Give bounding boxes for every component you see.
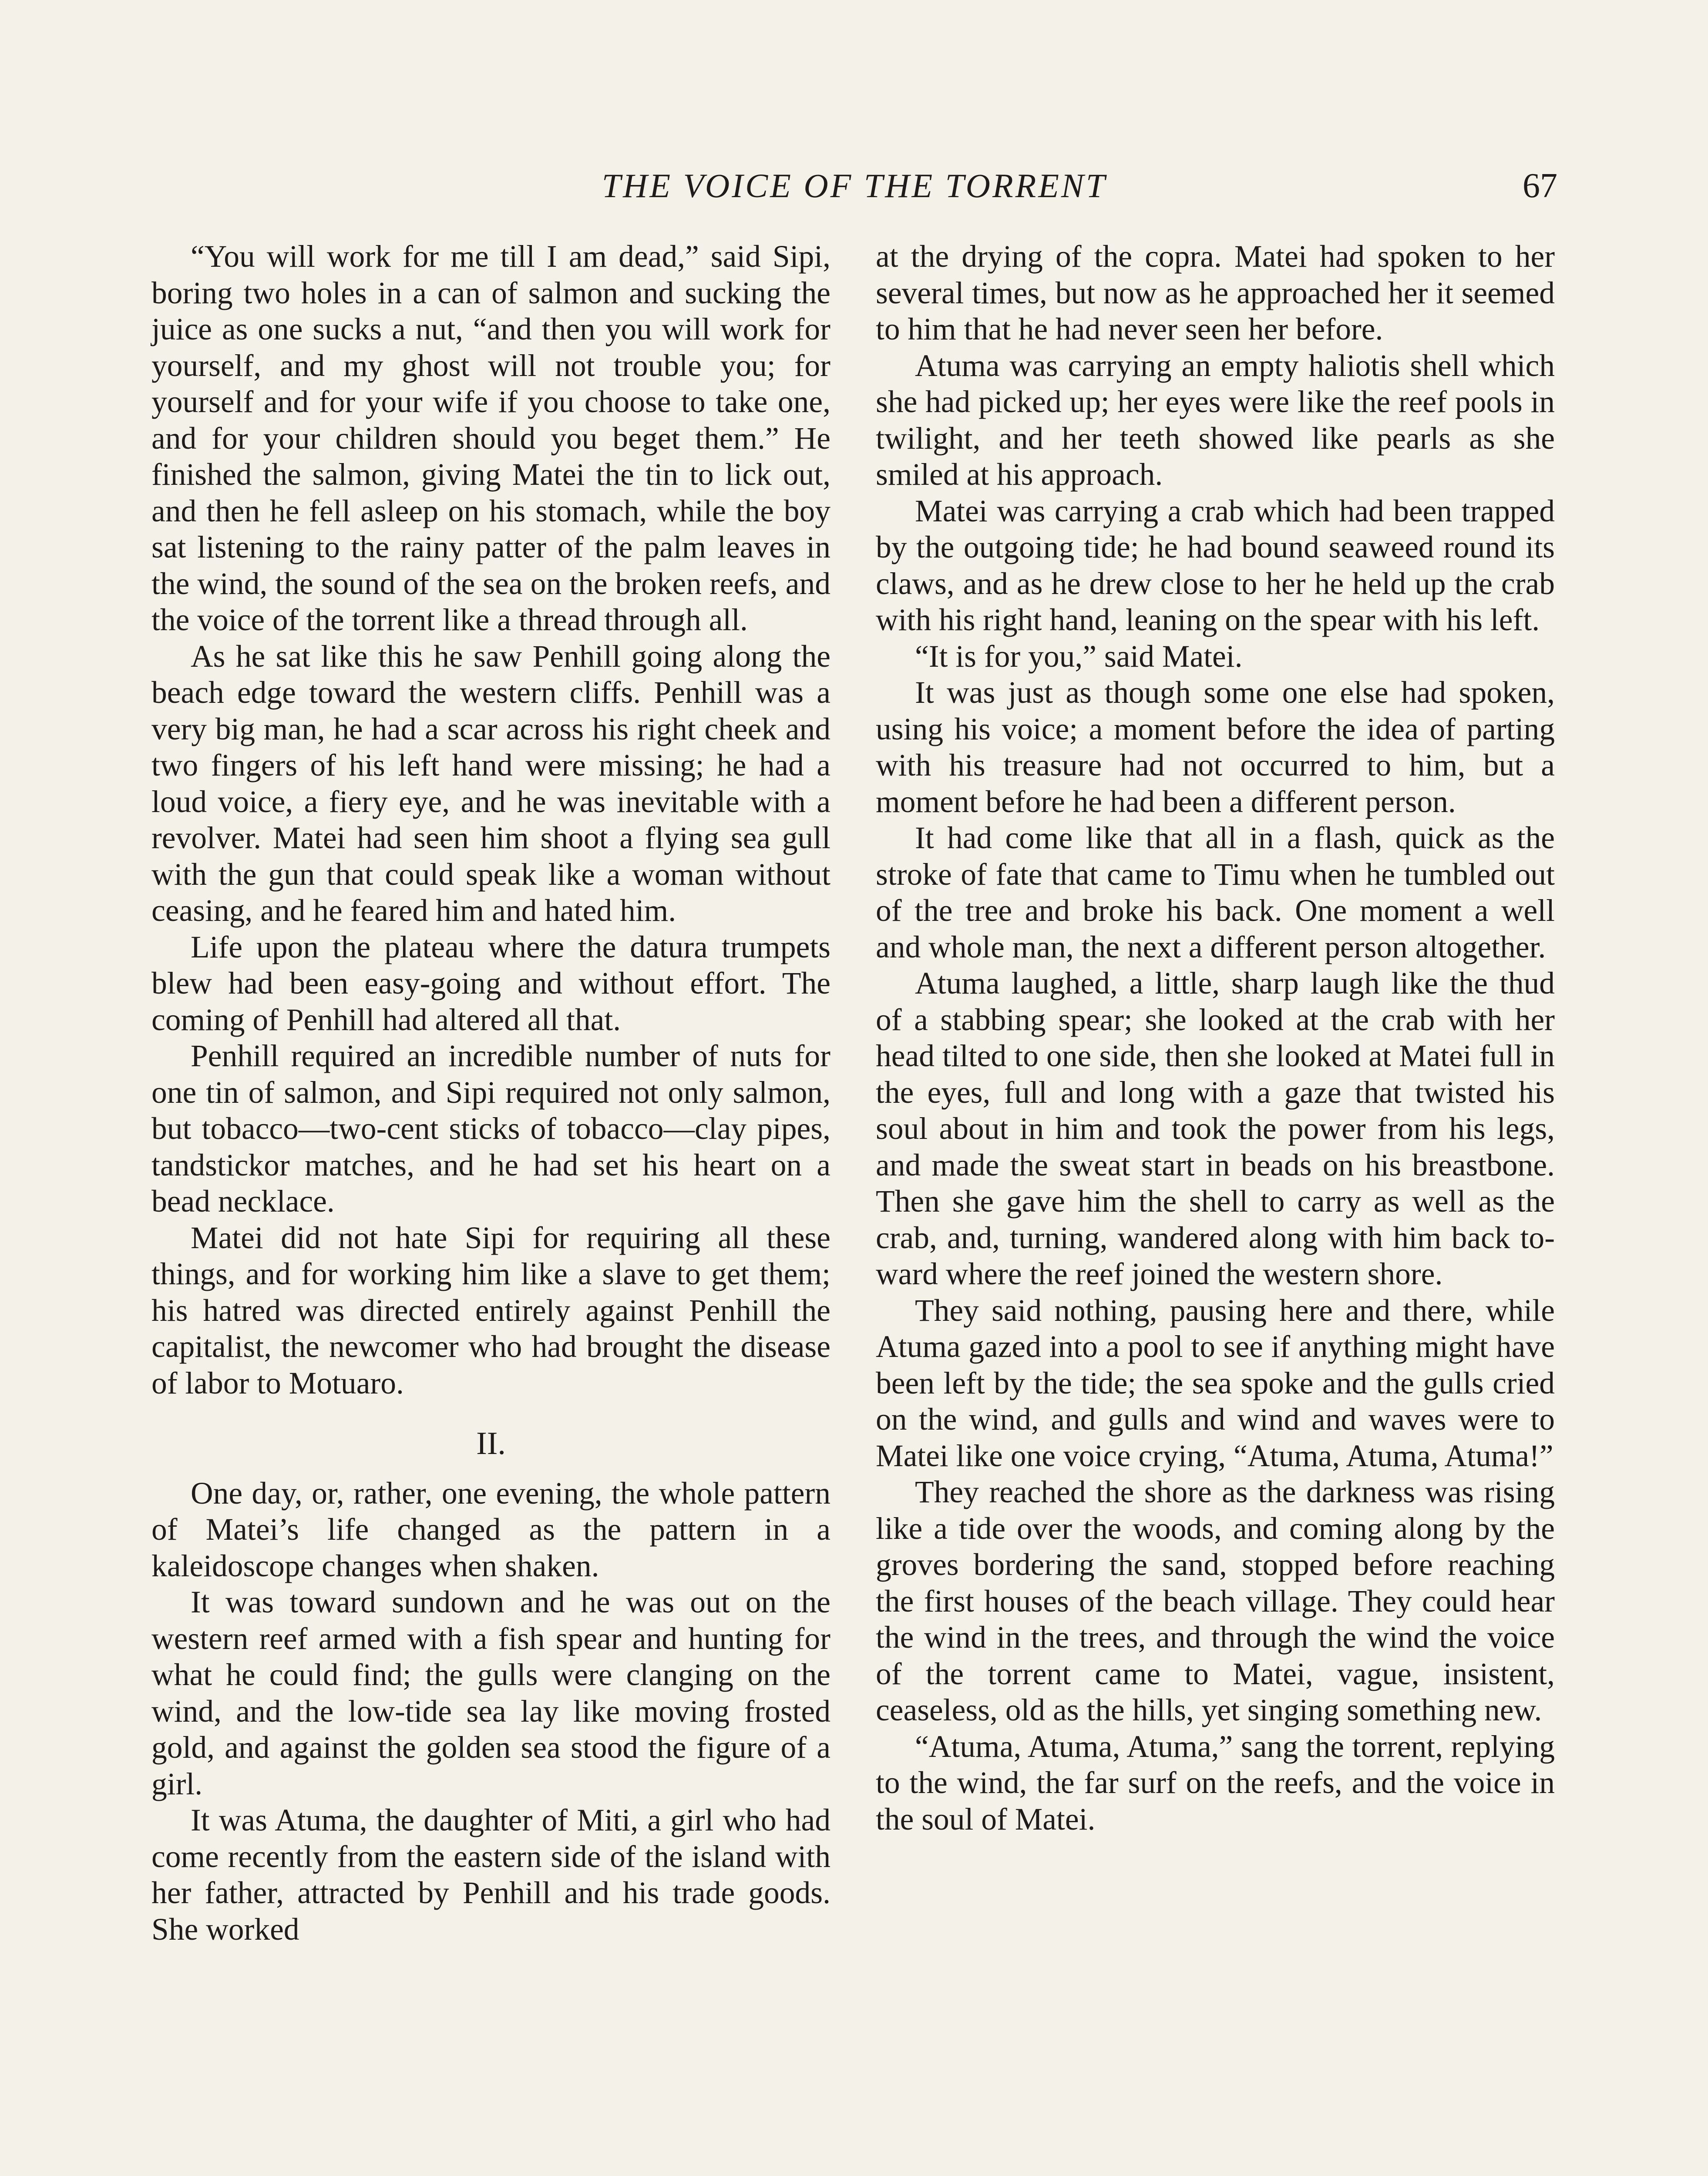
paragraph: It was toward sundown and he was out on the western reef armed with a fish spear and hunting for what he could find; the gulls were clanging on the wind, and the low-tide sea lay like moving frosted gold, and against the golden sea stood the figure of a girl. bbox=[151, 1585, 830, 1801]
right-column bbox=[876, 238, 1555, 2176]
paragraph: It had come like that all in a flash, quick as the stroke of fate that came to Timu when he tumbled out of the tree and broke his back. One moment a well and whole man, the next a different person altogether. bbox=[876, 821, 1555, 964]
paragraph: Atuma was carrying an empty haliotis shell which she had picked up; her eyes were like the reef pools in twilight, and her teeth showed like pearls as she smiled at his approach. bbox=[876, 348, 1555, 492]
paragraph: “You will work for me till I am dead,” said Sipi, boring two holes in a can of salmon and sucking the juice as one sucks a nut, “and then you will work for yourself, and my ghost will not trouble you; for yourself and for your wife if you choose to take one, and for your children should you beget them.” He finished the salmon, giving Matei the tin to lick out, and then he fell asleep on his stomach, while the boy sat listening to the rainy patter of the palm leaves in the wind, the sound of the sea on the broken reefs, and the voice of the torrent like a thread through all. bbox=[151, 239, 830, 637]
paragraph: As he sat like this he saw Penhill going along the beach edge toward the western cliffs. Penhill was a very big man, he had a scar across his right cheek and two fingers of his left hand were missing; he had a loud voice, a fiery eye, and he was inevitable with a revolver. Matei had seen him shoot a flying sea gull with the gun that could speak like a woman without ceasing, and he feared him and hated him. bbox=[151, 639, 830, 928]
paragraph: Atuma laughed, a little, sharp laugh like the thud of a stabbing spear; she looked at the crab with her head tilted to one side, then she looked at Matei full in the eyes, full and long with a gaze that twisted his soul about in him and took the power from his legs, and made the sweat start in beads on his breastbone. Then she gave him the shell to carry as well as the crab, and, turning, wandered along with him back toward where the reef joined the western shore. bbox=[876, 966, 1555, 1291]
paragraph: Matei did not hate Sipi for requiring all these things, and for working him like a slave to get them; his hatred was directed entirely against Penhill the capitalist, the newcomer who had brought the disease of labor to Motuaro. bbox=[151, 1220, 830, 1400]
page-header bbox=[151, 162, 1557, 210]
paragraph-continued: at the drying of the copra. Matei had spoken to her several times, but now as he approached her it seemed to him that he had never seen her before. bbox=[876, 239, 1555, 346]
running-title: THE VOICE OF THE TORRENT bbox=[602, 167, 1107, 205]
page-number: 67 bbox=[1523, 167, 1557, 205]
paragraph: Penhill required an incredible number of nuts for one tin of salmon, and Sipi required not only salmon, but tobacco—two-cent sticks of tobacco—clay pipes, tandstickor matches, and he had set his heart on a bead necklace. bbox=[151, 1039, 830, 1219]
paragraph: It was Atuma, the daughter of Miti, a girl who had come recently from the eastern side of the island with her father, attracted by Penhill and his trade goods. She worked bbox=[151, 1803, 830, 1947]
paragraph: They said nothing, pausing here and there, while Atuma gazed into a pool to see if anything might have been left by the tide; the sea spoke and the gulls cried on the wind, and gulls and wind and waves were to Matei like one voice crying, “Atuma, Atuma, Atuma!” bbox=[876, 1293, 1555, 1473]
paragraph: They reached the shore as the darkness was rising like a tide over the woods, and coming along by the groves bordering the sand, stopped before reaching the first houses of the beach village. They could hear the wind in the trees, and through the wind the voice of the torrent came to Matei, vague, insistent, ceaseless, old as the hills, yet singing something new. bbox=[876, 1475, 1555, 1727]
paragraph: It was just as though some one else had spoken, using his voice; a moment before the idea of parting with his treasure had not occurred to him, but a moment before he had been a different person. bbox=[876, 675, 1555, 819]
paragraph: Life upon the plateau where the datura trumpets blew had been easy-going and without effort. The coming of Penhill had altered all that. bbox=[151, 930, 830, 1037]
paragraph: “It is for you,” said Matei. bbox=[915, 639, 1243, 674]
paragraph: One day, or, rather, one evening, the whole pattern of Matei’s life changed as the pattern in a kaleidoscope changes when shaken. bbox=[151, 1476, 830, 1583]
paragraph: Matei was carrying a crab which had been trapped by the outgoing tide; he had bound seaweed round its claws, and as he drew close to her he held up the crab with his right hand, leaning on the spear with his left. bbox=[876, 494, 1555, 637]
section-heading: II. bbox=[476, 1426, 506, 1461]
paragraph: “Atuma, Atuma, Atuma,” sang the torrent, replying to the wind, the far surf on the reefs, and the voice in the soul of Matei. bbox=[876, 1729, 1555, 1837]
left-column bbox=[151, 238, 830, 2176]
